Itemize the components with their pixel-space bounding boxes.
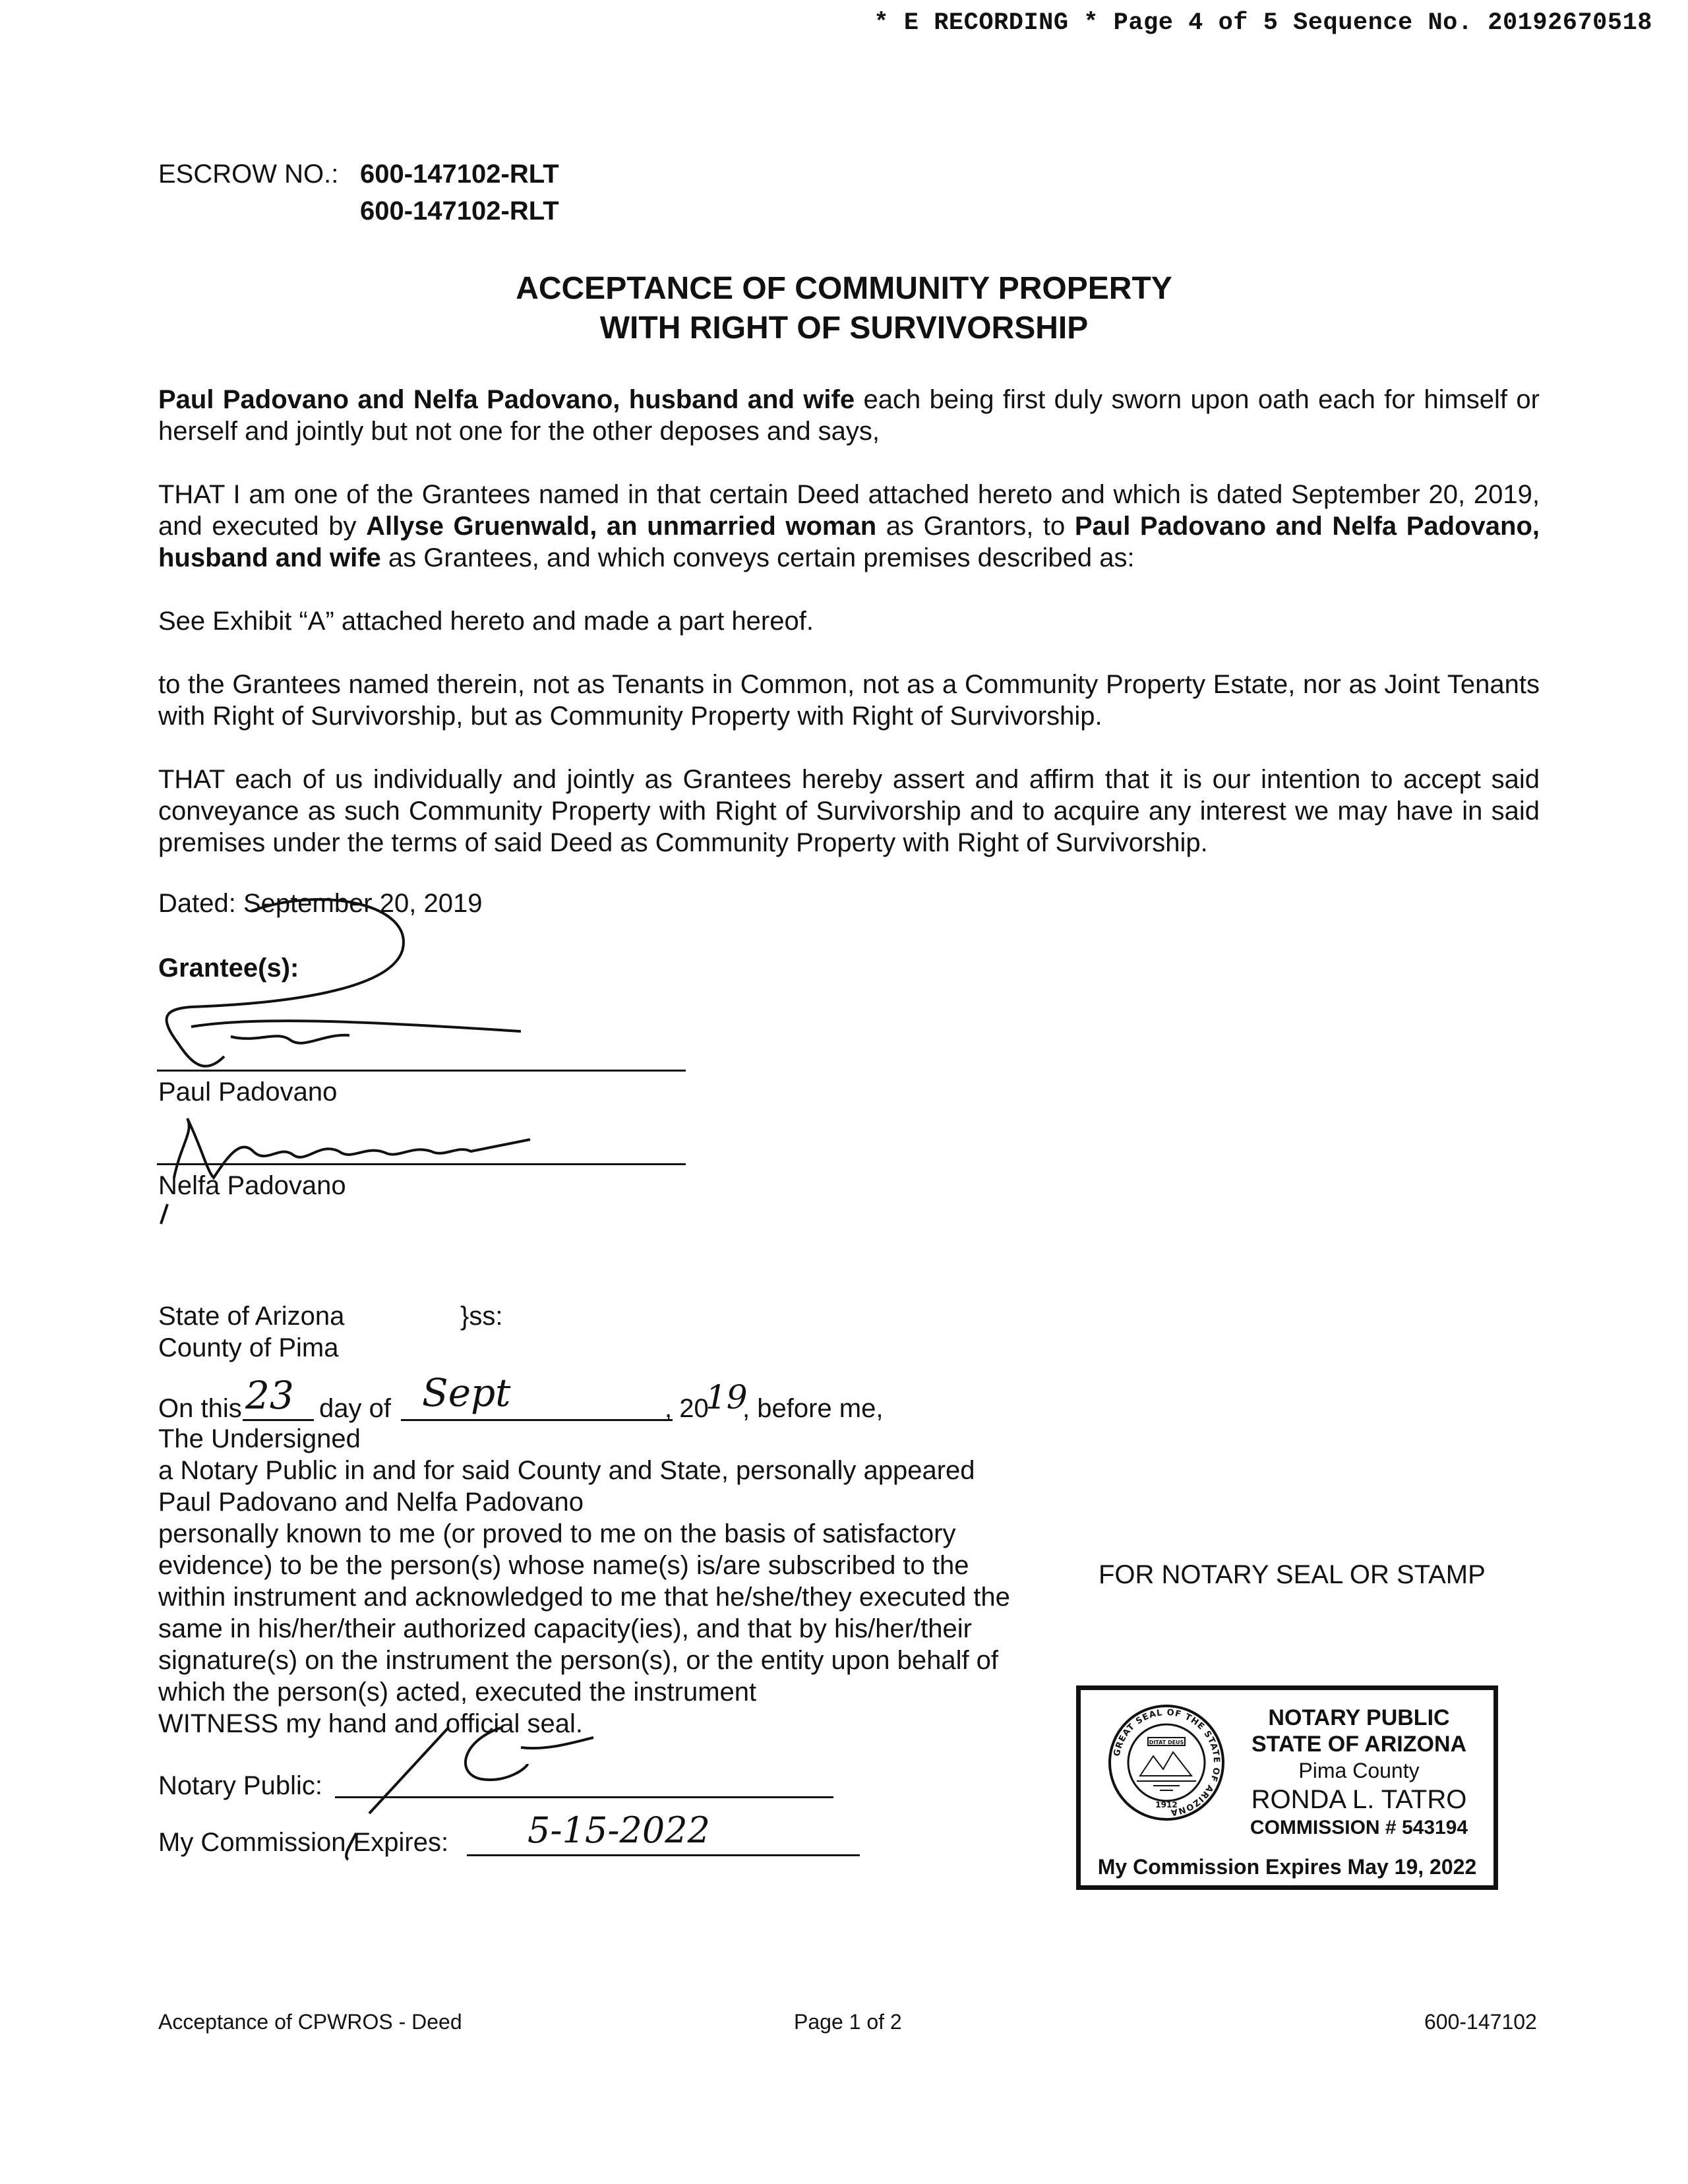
grantor-bold: Allyse Gruenwald, an unmarried woman <box>366 512 877 541</box>
affirmation-paragraph: THAT each of us individually and jointly as Grantees hereby assert and affirm that it is our intention to accept said conveyance as such Community Property with Right of Survivorship and to acquire any interest we may have in said premises under the terms of said Deed as Community Property with Right of Survivorship. <box>158 765 1540 857</box>
deed-paragraph <box>158 479 1540 574</box>
title-line-2: WITH RIGHT OF SURVIVORSHIP <box>599 311 1089 346</box>
deed-text-c: as Grantors, to <box>876 512 1075 541</box>
county-name: County of Pima <box>158 1333 339 1362</box>
grantee-1-handwritten-signature <box>152 892 547 1089</box>
footer-right: 600-147102 <box>1424 2010 1537 2034</box>
tenancy-paragraph: to the Grantees named therein, not as Tenants in Common, not as a Community Property Estate, nor as Joint Tenants with Right of Survivorship, but as Community Property with Right of Survivorship. <box>158 670 1540 731</box>
seal-ring-text: GREAT SEAL OF THE STATE OF ARIZONA <box>1112 1707 1222 1817</box>
month-blank-line <box>401 1419 673 1421</box>
day-blank-line <box>243 1419 314 1421</box>
on-this-label: On this <box>158 1394 242 1423</box>
notary-body <box>158 1455 1010 1740</box>
signature-line-1 <box>157 1070 686 1072</box>
commission-label: My Commission Expires: <box>158 1828 449 1857</box>
notary-body-line: personally known to me (or proved to me on the basis of satisfactory <box>158 1519 956 1548</box>
recording-header: * E RECORDING * Page 4 of 5 Sequence No. 20192670518 <box>874 9 1652 37</box>
signer-1-name: Paul Padovano <box>158 1077 338 1107</box>
state-name: State of Arizona <box>158 1302 345 1331</box>
notary-body-line: signature(s) on the instrument the person(s), or the entity upon behalf of <box>158 1646 999 1675</box>
grantees-bold: Paul Padovano and Nelfa Padovano, husband and wife <box>158 512 1540 572</box>
notary-body-line: evidence) to be the person(s) whose name(s) is/are subscribed to the <box>158 1551 969 1580</box>
notary-public-label: Notary Public: <box>158 1771 322 1800</box>
stamp-title: NOTARY PUBLIC <box>1268 1705 1450 1730</box>
exhibit-paragraph: See Exhibit “A” attached hereto and made a part hereof. <box>158 607 814 636</box>
escrow-number-2: 600-147102-RLT <box>360 197 559 226</box>
handwritten-month: Sept <box>422 1370 511 1415</box>
signer-2-name: Nelfa Padovano <box>158 1171 346 1200</box>
seal-year: 1912 <box>1155 1800 1178 1809</box>
notary-body-line: WITNESS my hand and official seal. <box>158 1709 583 1738</box>
deed-text-e: as Grantees, and which conveys certain premises described as: <box>380 543 1135 572</box>
parties-bold: Paul Padovano and Nelfa Padovano, husband and wife <box>158 385 855 414</box>
year-prefix: , 20 <box>665 1394 709 1423</box>
document-title <box>0 269 1688 348</box>
notary-stamp <box>1076 1685 1498 1890</box>
seal-caption: FOR NOTARY SEAL OR STAMP <box>1099 1560 1486 1589</box>
escrow-number-1: 600-147102-RLT <box>360 160 559 189</box>
stamp-notary-name: RONDA L. TATRO <box>1251 1785 1467 1814</box>
stamp-county: Pima County <box>1298 1759 1420 1782</box>
footer-page: Page 1 of 2 <box>794 2010 902 2034</box>
stamp-state: STATE OF ARIZONA <box>1251 1732 1467 1757</box>
deed-text-a: THAT I am one of the Grantees named in that certain Deed attached hereto and which is dated September 20, 2019, and executed by <box>158 480 1540 541</box>
notary-body-line: which the person(s) acted, executed the instrument <box>158 1678 757 1707</box>
oath-text: each being first duly sworn upon oath each for himself or herself and jointly but not one for the other deposes and says, <box>158 385 1540 446</box>
oath-paragraph <box>158 384 1540 447</box>
stamp-expiration: My Commission Expires May 19, 2022 <box>1097 1855 1477 1879</box>
arizona-seal-icon <box>1107 1703 1226 1822</box>
notary-body-line: Paul Padovano and Nelfa Padovano <box>158 1488 584 1517</box>
day-of-label: day of <box>319 1394 391 1423</box>
undersigned-text: The Undersigned <box>158 1424 361 1453</box>
before-me-text: , before me, <box>742 1394 884 1423</box>
ss-mark: }ss: <box>460 1302 503 1331</box>
stamp-commission-number: COMMISSION # 543194 <box>1250 1817 1468 1838</box>
handwritten-commission-date: 5-15-2022 <box>528 1809 710 1851</box>
handwritten-year: 19 <box>706 1378 748 1416</box>
signature-line-2 <box>157 1163 686 1165</box>
handwritten-day: 23 <box>245 1373 294 1418</box>
notary-body-line: same in his/her/their authorized capacity(ies), and that by his/her/their <box>158 1614 972 1643</box>
seal-motto: DITAT DEUS <box>1149 1740 1184 1745</box>
dated-line: Dated: September 20, 2019 <box>158 889 483 918</box>
notary-body-line: within instrument and acknowledged to me that he/she/they executed the <box>158 1583 1010 1612</box>
escrow-block <box>158 156 559 229</box>
notary-body-line: a Notary Public in and for said County and State, personally appeared <box>158 1456 975 1485</box>
commission-line <box>467 1854 860 1856</box>
footer-left: Acceptance of CPWROS - Deed <box>158 2010 462 2034</box>
escrow-label: ESCROW NO.: <box>158 160 339 189</box>
title-line-1: ACCEPTANCE OF COMMUNITY PROPERTY <box>516 271 1172 306</box>
grantees-label: Grantee(s): <box>158 954 299 983</box>
